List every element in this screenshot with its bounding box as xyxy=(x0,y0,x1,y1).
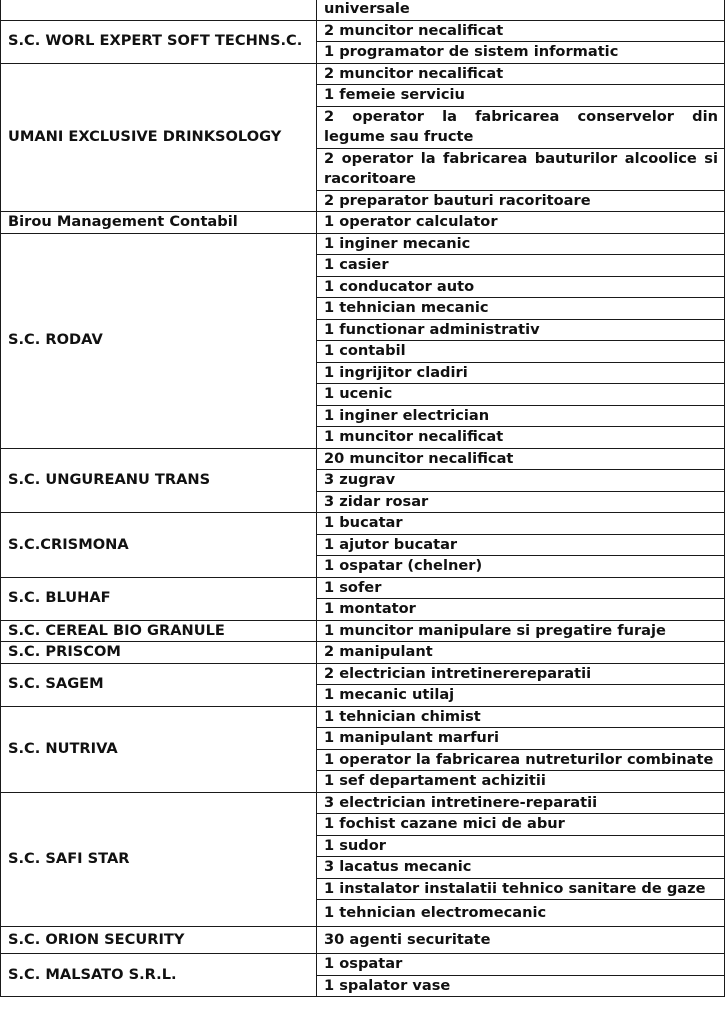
job-position-cell: 3 lacatus mecanic xyxy=(317,857,725,879)
job-position-cell: 1 functionar administrativ xyxy=(317,319,725,341)
table-row xyxy=(1,212,725,234)
company-name-cell: S.C. SAGEM xyxy=(1,663,317,706)
job-position-cell: 1 fochist cazane mici de abur xyxy=(317,814,725,836)
table-row xyxy=(1,954,725,976)
job-position-cell: 1 operator la fabricarea nutreturilor combinate xyxy=(317,749,725,771)
company-name-cell: S.C. ORION SECURITY xyxy=(1,927,317,954)
table-row xyxy=(1,620,725,642)
job-position-cell: 1 spalator vase xyxy=(317,975,725,997)
job-position-cell: 1 ospatar xyxy=(317,954,725,976)
table-row xyxy=(1,706,725,728)
job-position-cell: 1 instalator instalatii tehnico sanitare de gaze xyxy=(317,878,725,900)
company-name-cell: S.C. RODAV xyxy=(1,233,317,448)
job-vacancies-table-body xyxy=(1,0,725,997)
company-name-cell: Birou Management Contabil xyxy=(1,212,317,234)
job-position-cell: 1 ospatar (chelner) xyxy=(317,556,725,578)
job-position-cell: 2 preparator bauturi racoritoare xyxy=(317,190,725,212)
job-position-cell: 1 muncitor manipulare si pregatire furaje xyxy=(317,620,725,642)
job-position-cell: 2 muncitor necalificat xyxy=(317,20,725,42)
job-position-cell: 2 manipulant xyxy=(317,642,725,664)
job-position-cell: 2 operator la fabricarea conservelor din legume sau fructe xyxy=(317,106,725,148)
company-name-cell: S.C. NUTRIVA xyxy=(1,706,317,792)
job-position-cell: 1 mecanic utilaj xyxy=(317,685,725,707)
table-row xyxy=(1,233,725,255)
table-row xyxy=(1,448,725,470)
job-position-cell: 1 ajutor bucatar xyxy=(317,534,725,556)
table-row xyxy=(1,642,725,664)
job-position-cell: 1 ucenic xyxy=(317,384,725,406)
job-position-cell: 1 montator xyxy=(317,599,725,621)
job-position-cell: 1 tehnician mecanic xyxy=(317,298,725,320)
job-position-cell: 3 zugrav xyxy=(317,470,725,492)
job-position-cell: 1 casier xyxy=(317,255,725,277)
table-row xyxy=(1,63,725,85)
job-position-cell: 1 tehnician chimist xyxy=(317,706,725,728)
table-row xyxy=(1,577,725,599)
table-row xyxy=(1,513,725,535)
job-position-cell: universale xyxy=(317,0,725,20)
table-row xyxy=(1,20,725,42)
company-name-cell: S.C. UNGUREANU TRANS xyxy=(1,448,317,513)
job-position-cell: 20 muncitor necalificat xyxy=(317,448,725,470)
company-name-cell: UMANI EXCLUSIVE DRINKSOLOGY xyxy=(1,63,317,212)
job-position-cell: 1 contabil xyxy=(317,341,725,363)
job-position-cell: 1 manipulant marfuri xyxy=(317,728,725,750)
job-position-cell: 30 agenti securitate xyxy=(317,927,725,954)
company-name-cell: S.C. PRISCOM xyxy=(1,642,317,664)
company-name-cell: S.C. WORL EXPERT SOFT TECHNS.C. xyxy=(1,20,317,63)
job-position-cell: 1 tehnician electromecanic xyxy=(317,900,725,927)
job-position-cell: 1 sofer xyxy=(317,577,725,599)
job-position-cell: 2 electrician intretinerereparatii xyxy=(317,663,725,685)
job-position-cell: 1 programator de sistem informatic xyxy=(317,42,725,64)
job-position-cell: 2 muncitor necalificat xyxy=(317,63,725,85)
job-position-cell: 1 femeie serviciu xyxy=(317,85,725,107)
job-position-cell: 1 muncitor necalificat xyxy=(317,427,725,449)
job-position-cell: 1 sudor xyxy=(317,835,725,857)
company-name-cell: S.C.CRISMONA xyxy=(1,513,317,578)
table-row xyxy=(1,663,725,685)
table-row xyxy=(1,927,725,954)
table-row xyxy=(1,792,725,814)
company-name-cell: S.C. MALSATO S.R.L. xyxy=(1,954,317,997)
job-position-cell: 1 conducator auto xyxy=(317,276,725,298)
job-position-cell: 1 bucatar xyxy=(317,513,725,535)
company-name-cell: S.C. BLUHAF xyxy=(1,577,317,620)
job-position-cell: 1 ingrijitor cladiri xyxy=(317,362,725,384)
job-position-cell: 1 operator calculator xyxy=(317,212,725,234)
job-position-cell: 1 inginer electrician xyxy=(317,405,725,427)
company-name-cell: S.C. SAFI STAR xyxy=(1,792,317,927)
job-position-cell: 3 electrician intretinere-reparatii xyxy=(317,792,725,814)
company-name-cell: S.C. CEREAL BIO GRANULE xyxy=(1,620,317,642)
table-row xyxy=(1,0,725,20)
job-position-cell: 1 sef departament achizitii xyxy=(317,771,725,793)
job-position-cell: 1 inginer mecanic xyxy=(317,233,725,255)
job-position-cell: 3 zidar rosar xyxy=(317,491,725,513)
company-name-cell xyxy=(1,0,317,20)
job-position-cell: 2 operator la fabricarea bauturilor alcoolice si racoritoare xyxy=(317,148,725,190)
